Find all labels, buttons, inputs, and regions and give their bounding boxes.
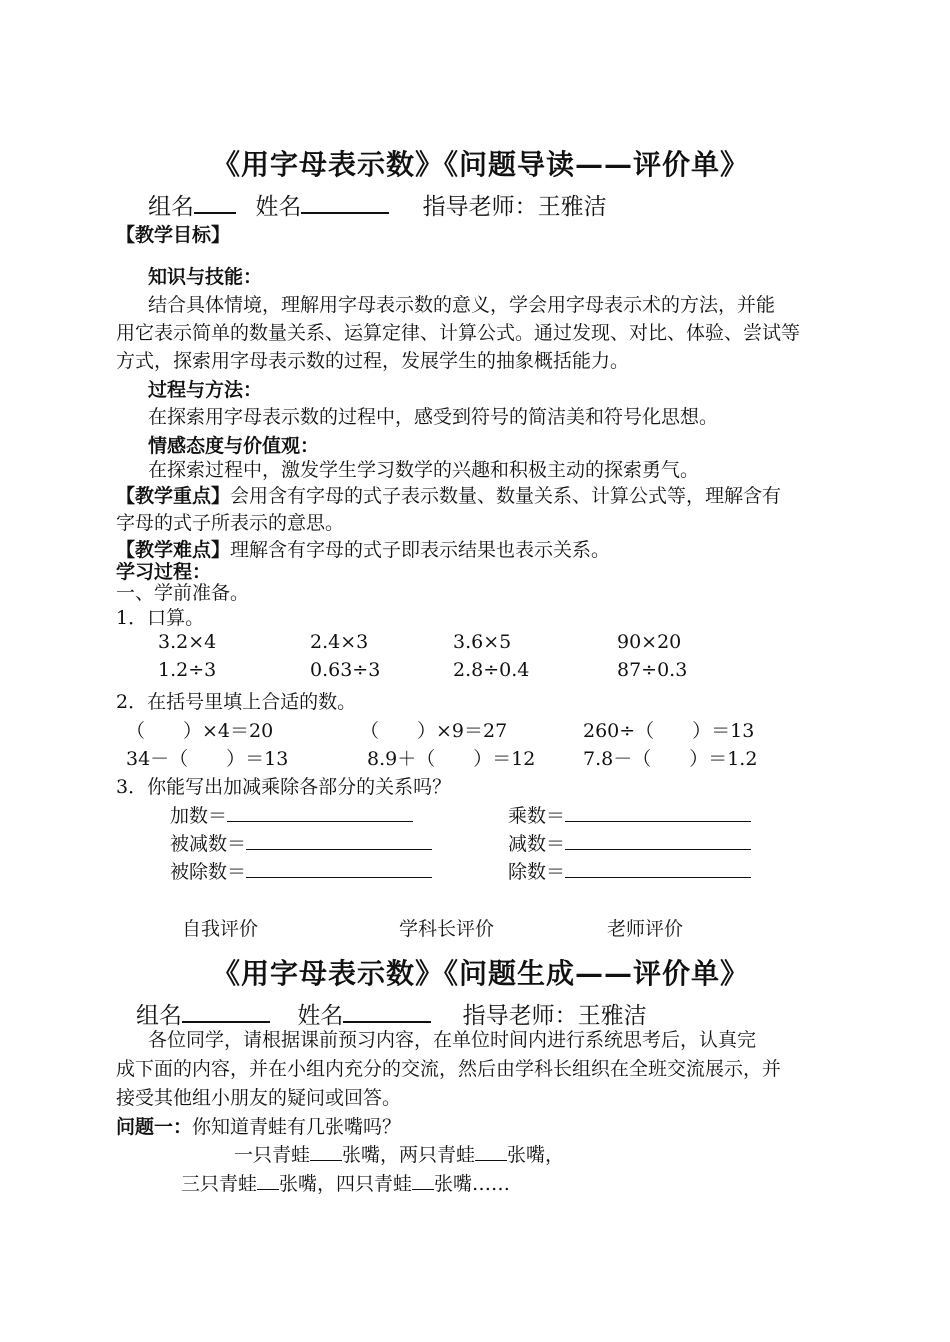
section-1-title: 一、学前准备。 (116, 582, 250, 604)
frog-blank[interactable] (310, 1142, 342, 1161)
self-evaluation: 自我评价 (182, 918, 259, 940)
relation-row (170, 801, 413, 828)
frog-line-1 (234, 1140, 564, 1167)
frog-text: 张嘴， (507, 1144, 565, 1166)
name-blank[interactable] (343, 999, 431, 1023)
relation-row (170, 857, 432, 884)
intro-line1: 各位同学，请根据课前预习内容，在单位时间内进行系统思考后，认真完 (148, 1029, 757, 1051)
knowledge-text-line1: 结合具体情境，理解用字母表示数的意义，学会用字母表示术的方法，并能 (148, 294, 776, 316)
leader-evaluation: 学科长评价 (399, 918, 495, 940)
process-title: 过程与方法： (148, 379, 263, 401)
fill-blank-item[interactable]: （ ）×9＝27 (360, 720, 508, 742)
relation-blank[interactable] (565, 859, 751, 878)
relation-blank[interactable] (246, 831, 432, 850)
relation-label: 乘数＝ (508, 805, 566, 827)
mental-math-item: 2.4×3 (310, 631, 369, 653)
name-label: 姓名 (255, 194, 302, 220)
learning-process-title: 学习过程： (116, 561, 212, 583)
frog-text: 一只青蛙 (234, 1144, 311, 1166)
mental-math-item: 2.8÷0.4 (453, 659, 530, 681)
sheet1-info-line (148, 188, 607, 221)
frog-text: 三只青蛙 (181, 1173, 258, 1195)
relation-label: 被除数＝ (170, 861, 247, 883)
fill-blank-item[interactable]: 34－（ ）＝13 (126, 748, 289, 770)
key-header: 【教学重点】 (116, 485, 231, 507)
group-label: 组名 (148, 194, 194, 220)
problem-1-label: 问题一： (116, 1116, 193, 1138)
mental-math-item: 1.2÷3 (158, 659, 217, 681)
intro-line2: 成下面的内容，并在小组内充分的交流，然后由学科长组织在全班交流展示，并 (116, 1058, 782, 1080)
relation-blank[interactable] (246, 859, 432, 878)
problem-1-text: 你知道青蛙有几张嘴吗？ (192, 1116, 402, 1138)
mental-math-item: 3.6×5 (453, 631, 512, 653)
sheet2-title: 《用字母表示数》《问题生成——评价单》 (212, 957, 750, 990)
knowledge-title: 知识与技能： (148, 266, 263, 288)
relation-blank[interactable] (565, 803, 751, 822)
knowledge-text-line3: 方式，探索用字母表示数的过程，发展学生的抽象概括能力。 (116, 350, 630, 372)
mental-math-item: 87÷0.3 (617, 659, 688, 681)
group-blank[interactable] (182, 999, 270, 1023)
emotion-text: 在探索过程中，激发学生学习数学的兴趣和积极主动的探索勇气。 (148, 459, 700, 481)
relation-blank[interactable] (227, 803, 413, 822)
relation-row (508, 829, 751, 856)
relation-label: 减数＝ (508, 833, 566, 855)
question-1: 1．口算。 (116, 607, 205, 629)
relation-blank[interactable] (565, 831, 751, 850)
teacher-evaluation: 老师评价 (607, 918, 684, 940)
teacher-label: 指导老师：王雅洁 (422, 194, 607, 220)
fill-blank-item[interactable]: 8.9＋（ ）＝12 (367, 748, 536, 770)
knowledge-text-line2: 用它表示简单的数量关系、运算定律、计算公式。通过发现、对比、体验、尝试等 (116, 322, 801, 344)
teacher-label: 指导老师：王雅洁 (462, 1003, 647, 1029)
frog-text: 张嘴…… (434, 1173, 511, 1195)
fill-blank-item[interactable]: 260÷（ ）＝13 (583, 720, 755, 742)
frog-blank[interactable] (257, 1171, 279, 1190)
frog-text: 张嘴，两只青蛙 (342, 1144, 476, 1166)
process-text: 在探索用字母表示数的过程中，感受到符号的简洁美和符号化思想。 (148, 406, 719, 428)
difficult-header: 【教学难点】 (116, 539, 231, 561)
sheet1-title: 《用字母表示数》《问题导读——评价单》 (212, 148, 750, 181)
relation-label: 除数＝ (508, 861, 566, 883)
relation-label: 被减数＝ (170, 833, 247, 855)
relation-row (508, 801, 751, 828)
relation-label: 加数＝ (170, 805, 228, 827)
question-3: 3．你能写出加减乘除各部分的关系吗？ (116, 776, 452, 798)
fill-blank-item[interactable]: （ ）×4＝20 (126, 720, 274, 742)
mental-math-item: 3.2×4 (158, 631, 217, 653)
group-label: 组名 (136, 1003, 182, 1029)
emotion-title: 情感态度与价值观： (148, 435, 320, 457)
frog-line-2 (181, 1169, 510, 1196)
difficult-text: 理解含有字母的式子即表示结果也表示关系。 (230, 539, 611, 561)
key-point-line1 (116, 481, 781, 508)
frog-text: 张嘴，四只青蛙 (279, 1173, 413, 1195)
intro-line3: 接受其他组小朋友的疑问或回答。 (116, 1087, 402, 1109)
name-blank[interactable] (301, 190, 389, 214)
group-blank[interactable] (194, 190, 236, 214)
problem-1 (116, 1112, 401, 1139)
question-2: 2．在括号里填上合适的数。 (116, 691, 357, 713)
relation-row (170, 829, 432, 856)
frog-blank[interactable] (475, 1142, 507, 1161)
frog-blank[interactable] (412, 1171, 434, 1190)
key-text: 会用含有字母的式子表示数量、数量关系、计算公式等，理解含有 (230, 485, 782, 507)
mental-math-item: 0.63÷3 (310, 659, 381, 681)
fill-blank-item[interactable]: 7.8－（ ）＝1.2 (583, 748, 758, 770)
name-label: 姓名 (297, 1003, 344, 1029)
mental-math-item: 90×20 (617, 631, 682, 653)
key-point-line2: 字母的式子所表示的意思。 (116, 512, 345, 534)
relation-row (508, 857, 751, 884)
goals-header: 【教学目标】 (116, 224, 231, 246)
